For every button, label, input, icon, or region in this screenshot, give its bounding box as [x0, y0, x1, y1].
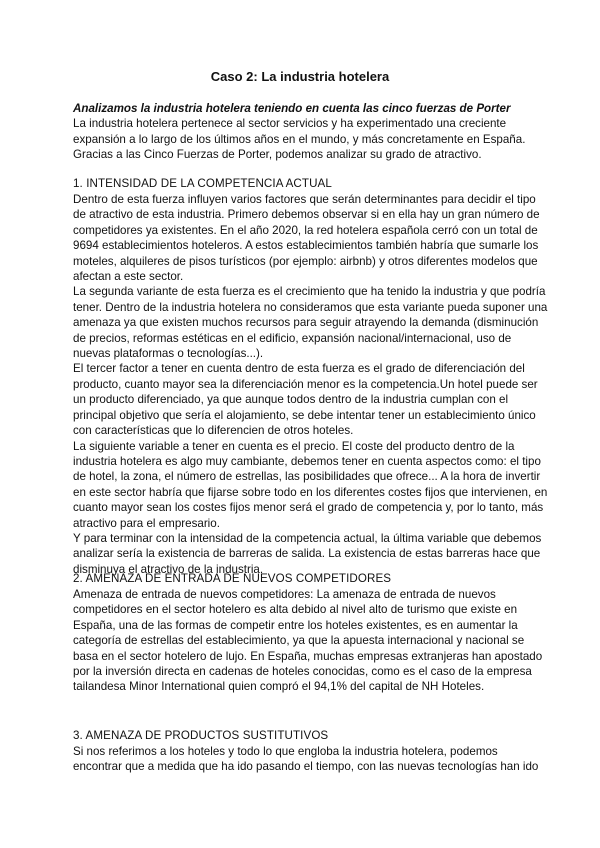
section-1-line: 9694 establecimientos hoteleros. A estos establecimientos también habría que sumarle los — [73, 239, 539, 253]
section-1-line: un producto diferenciado, ya que aunque todos dentro de la industria cumplan con el — [73, 393, 509, 407]
section-2-line: Amenaza de entrada de nuevos competidores: La amenaza de entrada de nuevos — [73, 588, 496, 601]
section-1-line: principal objetivo que sería el alojamiento, se debe intentar tener un establecimiento único — [73, 408, 536, 422]
section-1-heading: 1. INTENSIDAD DE LA COMPETENCIA ACTUAL — [73, 177, 332, 190]
section-1-line: de precios, reformas estéticas en el edificio, expansión nacional/internacional, uso de — [73, 331, 512, 345]
intro-subtitle: Analizamos la industria hotelera teniendo en cuenta las cinco fuerzas de Porter — [73, 102, 511, 115]
section-1-line: de atractivo de esta industria. Primero debemos observar si en ella hay un gran número de — [73, 208, 540, 222]
section-1-line: tener. Dentro de la industria hotelera no consideramos que esta variante pueda suponer una — [73, 300, 548, 314]
section-2-line: basa en el sector hotelero de lujo. En España, muchas empresas extranjeras han apostado — [73, 649, 543, 663]
intro-line: La industria hotelera pertenece al sector servicios y ha experimentado una creciente — [73, 117, 507, 131]
section-1-line: con características que lo diferencien de otros hoteles. — [73, 424, 354, 438]
section-1-line: competidores ya existentes. En el año 2020, la red hotelera española cerró con un total de — [73, 223, 538, 237]
section-1-line: producto, cuanto mayor sea la diferenciación menor es la competencia.Un hotel puede ser — [73, 377, 538, 391]
section-1-line: El tercer factor a tener en cuenta dentro de esta fuerza es el grado de diferenciación del — [73, 362, 525, 376]
section-1-line: nuevas plataformas o tecnologías...). — [73, 347, 264, 361]
intro-line: expansión a lo largo de los últimos años en el mundo, y más concretamente en España. — [73, 132, 526, 146]
section-1-line: cuanto mayor sean los costes fijos menor será el grado de competencia y, por lo tanto, más — [73, 501, 544, 515]
section-2-line: por la inversión directa en cadenas de hoteles conocidas, como es el caso de la empresa — [73, 665, 532, 679]
section-1-line: industria hotelera es algo muy cambiante, debemos tener en cuenta aspectos como: el tipo — [73, 454, 541, 468]
section-2-line: competidores en el sector hotelero es alta debido al nivel alto de turismo que existe en — [73, 603, 518, 617]
section-3-heading: 3. AMENAZA DE PRODUCTOS SUSTITUTIVOS — [73, 729, 329, 742]
intro-block — [73, 101, 533, 163]
section-1-line: afectan a este sector. — [73, 270, 184, 284]
section-1-line: moteles, alquileres de pisos turísticos (por ejemplo: airbnb) y otros diferentes modelos que — [73, 254, 538, 268]
section-3-line: encontrar que a medida que ha ido pasando el tiempo, con las nuevas tecnologías han ido — [73, 760, 539, 774]
section-1-line: disminuya el atractivo de la industria. — [73, 562, 264, 576]
section-2-heading: 2. AMENAZA DE ENTRADA DE NUEVOS COMPETIDORES — [73, 572, 392, 585]
section-1-line: Dentro de esta fuerza influyen varios factores que serán determinantes para decidir el tipo — [73, 193, 536, 206]
section-1-line: en este sector habría que fijarse sobre todo en los diferentes costes fijos que intervienen, en — [73, 485, 548, 499]
section-1-body — [73, 192, 548, 577]
section-2-body — [73, 587, 543, 695]
section-3-line: Si nos referimos a los hoteles y todo lo que engloba la industria hotelera, podemos — [73, 745, 498, 758]
document-title: Caso 2: La industria hotelera — [210, 69, 390, 84]
section-3-body — [73, 744, 539, 775]
section-1-line: analizar sería la existencia de barreras de salida. La existencia de estas barreras hace que — [73, 547, 541, 561]
section-2-line: categoría de estrellas del establecimiento, ya que la apuesta internacional y nacional se — [73, 634, 525, 648]
section-1-line: La segunda variante de esta fuerza es el crecimiento que ha tenido la industria y que podría — [73, 285, 546, 299]
section-1-line: La siguiente variable a tener en cuenta es el precio. El coste del producto dentro de la — [73, 439, 515, 453]
section-2-line: España, una de las formas de competir entre los hoteles existentes, es en aumentar la — [73, 618, 518, 632]
intro-line: Gracias a las Cinco Fuerzas de Porter, podemos analizar su grado de atractivo. — [73, 148, 482, 162]
section-1-line: Y para terminar con la intensidad de la competencia actual, la última variable que debemos — [73, 531, 542, 545]
section-2-line: tailandesa Minor International quien compró el 94,1% del capital de NH Hoteles. — [73, 680, 485, 694]
section-1-line: atractivo para el empresario. — [73, 516, 220, 530]
section-1-line: amenaza ya que existen muchos recursos para seguir atrayendo la demanda (disminución — [73, 316, 539, 330]
section-1-line: de hotel, la zona, el número de estrellas, las posibilidades que ofrece... A la hora de invertir — [73, 470, 541, 484]
